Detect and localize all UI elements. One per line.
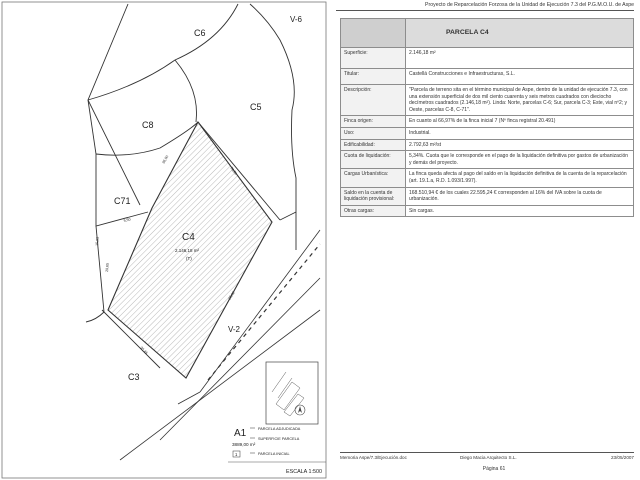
table-row: [341, 48, 634, 69]
label-c4: C4: [182, 232, 195, 243]
plan-scale: ESCALA 1:500: [286, 469, 322, 475]
table-title-row: [341, 19, 634, 48]
label-c8: C8: [142, 120, 154, 130]
row-value: 2.146,18 m²: [406, 48, 634, 69]
parcel-title: PARCELA C4: [406, 19, 634, 48]
row-key: Cargas Urbanística:: [341, 169, 406, 187]
table-row: [341, 205, 634, 217]
row-key: Titular:: [341, 69, 406, 85]
table-row: [341, 139, 634, 151]
legend-box-id: 1: [235, 452, 238, 457]
row-value: 5,34%. Cuota que le corresponde en el pago de la liquidación definitiva por gastos de urbanización y demás del proyecto.: [406, 151, 634, 169]
legend-item: PARCELA INICIAL: [258, 452, 290, 456]
document-footer: [340, 452, 634, 460]
row-value: En cuanto al 66,97% de la finca inicial 7 (Nº finca registral 20.491): [406, 116, 634, 128]
legend-item: PARCELA ADJUDICADA: [258, 427, 301, 431]
dimension-label: 23,62: [227, 290, 236, 301]
dimension-label: 36,00: [161, 154, 170, 165]
row-key: Cuota de liquidación:: [341, 151, 406, 169]
table-row: [341, 85, 634, 116]
parcel-data-table: [340, 18, 634, 217]
label-c5: C5: [250, 102, 262, 112]
row-key: Uso:: [341, 127, 406, 139]
row-value: "Parcela de terreno sita en el término municipal de Aspe, dentro de la unidad de ejecución 7.3, con una extensión superficial de dos mil ciento cuarenta y seis metros cuadrados con dieciocho decímetros cuadrados (2.146,18 m²). Linda: Norte, parcelas C-6; Sur, parcela C-3; Este, vial nº2; y Oeste, parcelas C-8, C-71".: [406, 85, 634, 116]
label-c4-sub: (T): [186, 256, 192, 261]
dimension-label: 5,50: [123, 217, 132, 223]
label-c6: C6: [194, 28, 206, 38]
row-value: 2.792,63 m²/st: [406, 139, 634, 151]
key-map: [266, 362, 318, 424]
table-row: [341, 127, 634, 139]
footer-right: 23/05/2007: [611, 455, 634, 460]
row-key: Superficie:: [341, 48, 406, 69]
row-value: La finca queda afecta al pago del saldo en la liquidación definitiva de la cuenta de la reparcelación (art. 19.1.a, R.D. 1.093/1.997).: [406, 169, 634, 187]
dimension-label: 15,95: [95, 236, 100, 247]
label-c3: C3: [128, 372, 140, 382]
table-row: [341, 116, 634, 128]
plan-legend: [228, 427, 326, 475]
dimension-label: 20,65: [105, 262, 110, 273]
table-row: [341, 169, 634, 187]
legend-parcel-area: 3889,00 m²: [232, 442, 256, 447]
footer-left: Memoria Aspe/7.3/Ejecución.doc: [340, 455, 407, 460]
parcel-sheet: [332, 0, 640, 480]
row-key: Finca origen:: [341, 116, 406, 128]
footer-middle: Diego Macia Arquitecto S.L.: [460, 455, 517, 460]
row-value: Sin cargas.: [406, 205, 634, 217]
dimension-label: 35,45: [139, 345, 149, 356]
row-key: Descripción:: [341, 85, 406, 116]
row-value: Castellá Construcciones e Infraestructuras, S.L.: [406, 69, 634, 85]
title-key-cell: [341, 19, 406, 48]
row-value: Industrial.: [406, 127, 634, 139]
row-key: Saldo en la cuenta de liquidación provisional:: [341, 187, 406, 205]
table-row: [341, 69, 634, 85]
legend-item: SUPERFICIE PARCELA: [258, 437, 300, 441]
row-value: 168.510,94 € de los cuales 22.595,24 € corresponden al 16% del IVA sobre la cuota de urbanización.: [406, 187, 634, 205]
label-v2: V-2: [228, 325, 241, 334]
document-header: Proyecto de Reparcelación Forzosa de la Unidad de Ejecución 7.3 del P.G.M.O.U. de Aspe: [336, 2, 634, 11]
row-key: Edificabilidad:: [341, 139, 406, 151]
table-row: [341, 151, 634, 169]
legend-parcel-id: A1: [234, 428, 247, 439]
page-number: Página 61: [482, 466, 506, 472]
table-row: [341, 187, 634, 205]
label-c71: C71: [114, 196, 131, 206]
row-key: Otras cargas:: [341, 205, 406, 217]
dimension-label: 78,81: [229, 166, 238, 176]
label-v6: V-6: [290, 15, 303, 24]
label-c4-area: 2.146,18 m²: [175, 248, 200, 253]
